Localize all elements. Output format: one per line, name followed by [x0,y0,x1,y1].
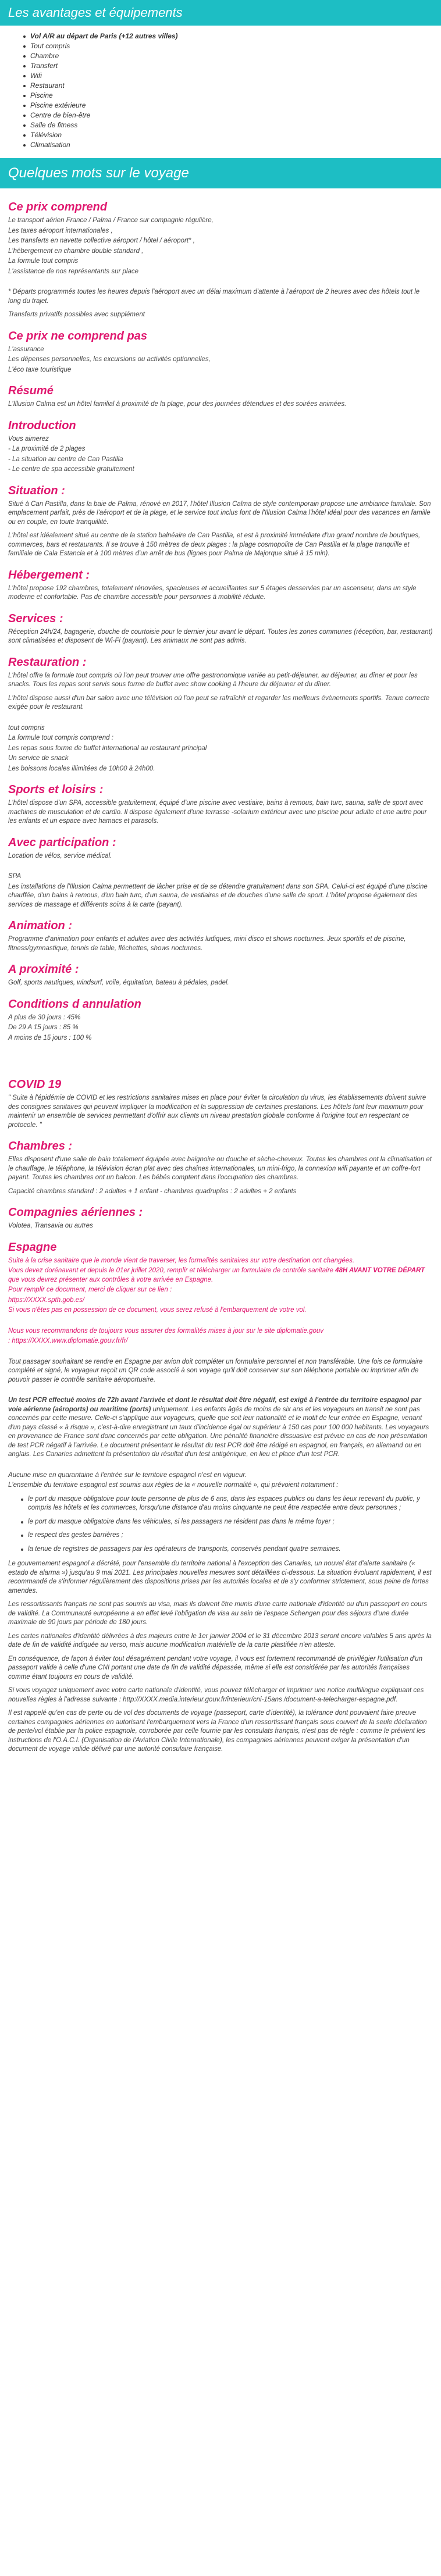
prix-comprend-line: Le transport aérien France / Palma / France sur compagnie régulière, [8,217,214,224]
introduction-line: Vous aimerez [8,435,49,443]
feature-item: Transfert [23,61,429,71]
spacer [8,281,433,288]
feature-item: Restaurant [23,81,429,91]
sports-text: L'hôtel dispose d'un SPA, accessible gratuitement, équipé d'une piscine avec vestiaire, bains à remous, bain turc, sauna, salle de sport avec machines de musculation et de cardio. Il dispose également d'une terrasse -solarium extérieur avec une piscine pour adulte et une autre pour les enfants et un espace avec hamacs et parasols. [8,800,427,825]
espagne-text: Aucune mise en quarantaine à l'entrée sur le territoire espagnol n'est en vigueur. [8,1471,247,1479]
prix-comprend-note2: Transferts privatifs possibles avec supplément [8,311,145,318]
voyage-title: Quelques mots sur le voyage [0,158,441,188]
restauration-line: Un service de snack [8,755,69,762]
sports-heading: Sports et loisirs : [8,783,104,796]
espagne-text-part: uniquement. Les enfants âgés de moins de six ans et les voyageurs en transit ne sont pas concernés par cette mesure. Celle-ci s'applique aux voyageurs, quelle que soit leur nationalité et le motif de leur entrée en Espagne, venant d'un pays classé « à risque », c'est-à-dire enregistrant un taux d'incidence égal ou supérieur à 150 cas pour 100 000 habitants. Les voyageurs en provenance de France sont donc concernés par cette obligation. Une pénalité financière dissuasive est prévue en cas de non présentation de test PCR négatif à l'arrivée. Le document présentant le résultat du test PCR doit être rédigé en espagnol, en français, en allemand ou en anglais. Les Canaries admettent la présentation du résultat d'un test antigénique, en lieu et place d'un test PCR. [8,1405,429,1458]
services-text: Réception 24h/24, bagagerie, douche de courtoisie pour le dernier jour avant le départ. Toutes les zones communes (réception, bar, restaurant) sont climatisées et disposent de Wi-Fi (payant). Les animaux ne sont pas admis. [8,628,433,644]
espagne-diplomatie-link[interactable]: : https://XXXX.www.diplomatie.gouv.fr/fr/ [8,1337,128,1344]
espagne-rule-item: la tenue de registres de passagers par les opérateurs de transports, conservés pendant quatre semaines. [21,1545,433,1554]
spacer [8,1320,433,1327]
prix-comprend-note: * Départs programmés toutes les heures depuis l'aéroport avec un délai maximum d'attente à l'aéroport de 2 heures avec des hôtels tout le long du trajet. [8,288,420,305]
resume-text: L'Illusion Calma est un hôtel familial à proximité de la plage, pour des journées détendues et des soirées animées. [8,401,347,408]
espagne-heading: Espagne [8,1240,57,1254]
espagne-text: Si vous voyagez uniquement avec votre carte nationale d'identité, vous pouvez télécharger et imprimer une notice multilingue expliquant ces nouvelles règles à l'adresse suivante : http://XXXX.media.interieur.gouv.fr/interieur/cni-15ans /document-a-telecharger-espagne.pdf. [8,1687,424,1703]
prix-ne-comprend-heading: Ce prix ne comprend pas [8,329,147,342]
situation-heading: Situation : [8,484,65,497]
participation-heading: Avec participation : [8,836,116,849]
restauration-line: Les boissons locales illimitées de 10h00 à 24h00. [8,765,155,772]
spacer [8,1389,433,1396]
prix-comprend-heading: Ce prix comprend [8,201,108,213]
introduction-line: - Le centre de spa accessible gratuitement [8,466,134,473]
proximite-heading: A proximité : [8,963,79,976]
hebergement-heading: Hébergement : [8,568,90,581]
feature-item: Télévision [23,130,429,140]
compagnies-text: Volotea, Transavia ou autres [8,1222,93,1229]
espagne-pink-text: Pour remplir ce document, merci de cliquer sur ce lien : [8,1286,172,1293]
participation-text: Location de vélos, service médical. [8,852,112,859]
espagne-rules-list [8,1495,433,1554]
espagne-text: Les cartes nationales d'identité délivrées à des majeurs entre le 1er janvier 2004 et le 31 décembre 2013 seront encore valables 5 ans après la date de fin de validité indiquée au verso, mais aucune modification matérielle de la carte plastifiée n'en atteste. [8,1632,432,1649]
feature-item: Climatisation [23,140,429,150]
espagne-text [8,1396,433,1460]
annulation-line: De 29 A 15 jours : 85 % [8,1024,79,1031]
prix-comprend-line: La formule tout compris [8,258,79,265]
chambres-heading: Chambres : [8,1140,73,1153]
prix-comprend-line: Les taxes aéroport internationales , [8,227,113,234]
covid-heading: COVID 19 [8,1078,62,1091]
animation-text: Programme d'animation pour enfants et adultes avec des activités ludiques, mini disco et shows nocturnes. Jeux sportifs et de piscine, fitness/gymnastique, tennis de table, fléchettes, shows nocturnes. [8,936,406,952]
spacer [8,1464,433,1471]
features-list [23,31,429,150]
espagne-rule-item: le port du masque obligatoire dans les véhicules, si les passagers ne résident pas dans le même foyer ; [21,1518,433,1527]
restauration-line: La formule tout compris comprend : [8,734,113,741]
espagne-rule-item: le port du masque obligatoire pour toute personne de plus de 6 ans, dans les espaces publics ou dans les lieux recevant du public, y compris les hôtels et les commerces, lorsqu'une distance d'au moins cinquante ne peut être respectée entre deux personnes ; [21,1495,433,1513]
features-title: Les avantages et équipements [0,0,441,26]
prix-comprend-line: Les transferts en navette collective aéroport / hôtel / aéroport* , [8,237,195,244]
spacer [8,1351,433,1358]
restauration-text: L'hôtel offre la formule tout compris où l'on peut trouver une offre gastronomique variée au petit-déjeuner, au déjeuner, au dîner et pour les snacks. Tous les repas sont servis sous forme de buffet avec show cooking à l'heure du déjeuner et du dîner. [8,672,418,688]
espagne-pink-text-part: Vous devez dorénavant et depuis le 01er juillet 2020, remplir et télécharger un formulaire de contrôle sanitaire [8,1267,336,1274]
prix-ne-comprend-line: L'assurance [8,345,44,353]
participation-label: SPA [8,873,22,880]
introduction-heading: Introduction [8,419,76,432]
espagne-pink-text [8,1266,433,1285]
restauration-line: Les repas sous forme de buffet international au restaurant principal [8,744,207,752]
feature-item: Salle de fitness [23,120,429,130]
espagne-pink-text-part: que vous devrez présenter aux contrôles à votre arrivée en Espagne. [8,1276,214,1283]
feature-item-flight: Vol A/R au départ de Paris (+12 autres villes) [23,31,429,41]
annulation-line: A plus de 30 jours : 45% [8,1014,81,1021]
animation-heading: Animation : [8,919,72,932]
services-heading: Services : [8,612,63,625]
espagne-rule-item: le respect des gestes barrières ; [21,1531,433,1540]
prix-comprend-line: L'hébergement en chambre double standard , [8,247,144,255]
resume-heading: Résumé [8,384,54,397]
chambres-text2: Capacité chambres standard : 2 adultes + 1 enfant - chambres quadruples : 2 adultes + 2 enfants [8,1187,297,1195]
restauration-text2: L'hôtel dispose aussi d'un bar salon avec une télévision où l'on peut se rafraîchir et regarder les meilleurs évènements sportifs. Tenue correcte exigée pour le restaurant. [8,694,430,711]
voyage-content [0,188,441,1771]
feature-item: Chambre [23,51,429,61]
introduction-line: - La situation au centre de Can Pastilla [8,455,123,463]
annulation-heading: Conditions d annulation [8,997,141,1011]
espagne-text: Tout passager souhaitant se rendre en Espagne par avion doit compléter un formulaire personnel et non transférable. Une fois ce formulaire complété et signé, le voyageur reçoit un QR code associé à son voyage qu'il doit conserver sur son téléphone portable ou imprimer afin de pouvoir passer le contrôle sanitaire aéroportuaire. [8,1358,423,1383]
situation-text: Situé à Can Pastilla, dans la baie de Palma, rénové en 2017, l'hôtel Illusion Calma de style contemporain propose une ambiance familiale. Son emplacement parfait, près de l'aéroport et de la plage, et le service tout inclus font de l'Illusion Calma l'hôtel idéal pour des vacances en famille ou en couple, en toute tranquillité. [8,500,431,526]
espagne-text: Il est rappelé qu'en cas de perte ou de vol des documents de voyage (passeport, carte d'identité), la tolérance dont pouvaient faire preuve certaines compagnies aériennes en autorisant l'embarquement vers la France d'un ressortissant français sous couvert de la seule déclaration de perte/vol établie par la police espagnole, corroborée par celle fournie par les consulats français, n'est pas de règle : comme le prévient les instructions de l'O.A.C.I. (Organisation de l'Aviation Civile Internationale), les compagnies aériennes peuvent exiger la présentation d'un document de voyage valide délivré par une autorité consulaire française. [8,1710,427,1753]
participation-text2: Les installations de l'Illusion Calma permettent de lâcher prise et de se détendre gratuitement dans son SPA. Celui-ci est équipé d'une piscine chauffée, d'un bains à remous, d'un bain turc, d'un sauna, de vestiaires et de douches d'une salle de sport. L'hôtel propose également des services de massage et différents soins à la carte (payant). [8,883,428,908]
espagne-deadline: 48H AVANT VOTRE DÉPART [335,1267,425,1274]
feature-item: Piscine [23,91,429,101]
feature-item: Centre de bien-être [23,110,429,120]
feature-item: Tout compris [23,41,429,51]
prix-ne-comprend-line: L'éco taxe touristique [8,366,72,373]
espagne-pink-text: Nous vous recommandons de toujours vous assurer des formalités mises à jour sur le site diplomatie.gouv [8,1327,324,1335]
chambres-text: Elles disposent d'une salle de bain totalement équipée avec baignoire ou douche et sèche-cheveux. Toutes les chambres ont la climatisation et le chauffage, le téléphone, la télévision écran plat avec des chaînes internationales, un mini-frigo, la connexion wifi payante et un coffre-fort payant. Toutes les chambres ont un balcon. Les bébés comptent dans l'occupation des chambres. [8,1156,432,1181]
features-section [0,26,441,158]
introduction-line: - La proximité de 2 plages [8,445,86,452]
espagne-pink-text: Suite à la crise sanitaire que le monde vient de traverser, les formalités sanitaires sur votre destination ont changées. [8,1257,355,1264]
compagnies-heading: Compagnies aériennes : [8,1206,143,1219]
espagne-text: L'ensemble du territoire espagnol est soumis aux règles de la « nouvelle normalité », qui prévoient notamment : [8,1482,339,1489]
restauration-line: tout compris [8,724,45,732]
proximite-text: Golf, sports nautiques, windsurf, voile, équitation, bateau à pédales, padel. [8,979,229,986]
spacer [8,717,433,724]
annulation-line: A moins de 15 jours : 100 % [8,1034,92,1041]
prix-comprend-line: L'assistance de nos représentants sur place [8,267,139,275]
espagne-text: En conséquence, de façon à éviter tout désagrément pendant votre voyage, il vous est fortement recommandé de privilégier l'utilisation d'un passeport valide à celle d'une CNI portant une date de fin de validité dépassée, même si elle est considérée par les autorités françaises comme étant toujours en cours de validité. [8,1655,423,1681]
covid-text: " Suite à l'épidémie de COVID et les restrictions sanitaires mises en place pour éviter la circulation du virus, les établissements doivent suivre des consignes sanitaires qui peuvent impliquer la modification et la suppression de certaines prestations. Les hôtels font leur maximum pour maintenir un ensemble de services permettant d'offrir aux clients un niveau prestation globale conforme à l'origine tout en respectant ce protocole. " [8,1094,426,1129]
prix-ne-comprend-line: Les dépenses personnelles, les excursions ou activités optionnelles, [8,356,211,363]
restauration-heading: Restauration : [8,655,87,669]
espagne-text: Le gouvernement espagnol a décrété, pour l'ensemble du territoire national à l'exception des Canaries, un nouvel état d'alerte sanitaire (« estado de alarma ») jusqu'au 9 mai 2021. Les principales nouvelles mesures sont détaillées ci-dessous. La situation évoluant rapidement, il est recommandé de s'informer régulièrement des dispositions prises par les autorités locales et de s'y conformer strictement, sous peine de fortes amendes. [8,1560,432,1594]
espagne-text: Les ressortissants français ne sont pas soumis au visa, mais ils doivent être munis d'une carte nationale d'identité ou d'un passeport en cours de validité. La Communauté européenne a en effet levé l'obligation de visa au sein de l'espace Schengen pour des séjours d'une durée maximale de 90 jours par période de 180 jours. [8,1601,427,1626]
espagne-form-link[interactable]: https://XXXX.spth.gob.es/ [8,1296,85,1304]
feature-item: Wifi [23,71,429,81]
espagne-test-requirement: Un test PCR effectué moins de 72h avant l'arrivée et dont le résultat doit être négatif, est exigé à l'entrée du territoire espagnol par voie aérienne (aéroports) ou maritime (ports) [8,1397,422,1413]
espagne-pink-text: Si vous n'êtes pas en possession de ce document, vous serez refusé à l'embarquement de votre vol. [8,1307,307,1314]
spacer [8,865,433,872]
feature-item: Piscine extérieure [23,101,429,110]
situation-text2: L'hôtel est idéalement situé au centre de la station balnéaire de Can Pastilla, et est à proximité immédiate d'un grand nombre de boutiques, commerces, bars et restaurants. Il se trouve à 150 mètres de deux plages : la plage cosmopolite de Can Pastilla et la plage tranquille et familiale de Cala Estancia et à 100 mètres d'un arrêt de bus (lignes pour Palma de Majorque situé à 15 min). [8,532,421,557]
spacer [8,1047,433,1068]
hebergement-text: L'hôtel propose 192 chambres, totalement rénovées, spacieuses et accueillantes sur 5 étages desservies par un ascenseur, dans un style moderne et confortable. Pas de chambre accessible pour personnes à mobilité réduite. [8,584,417,601]
